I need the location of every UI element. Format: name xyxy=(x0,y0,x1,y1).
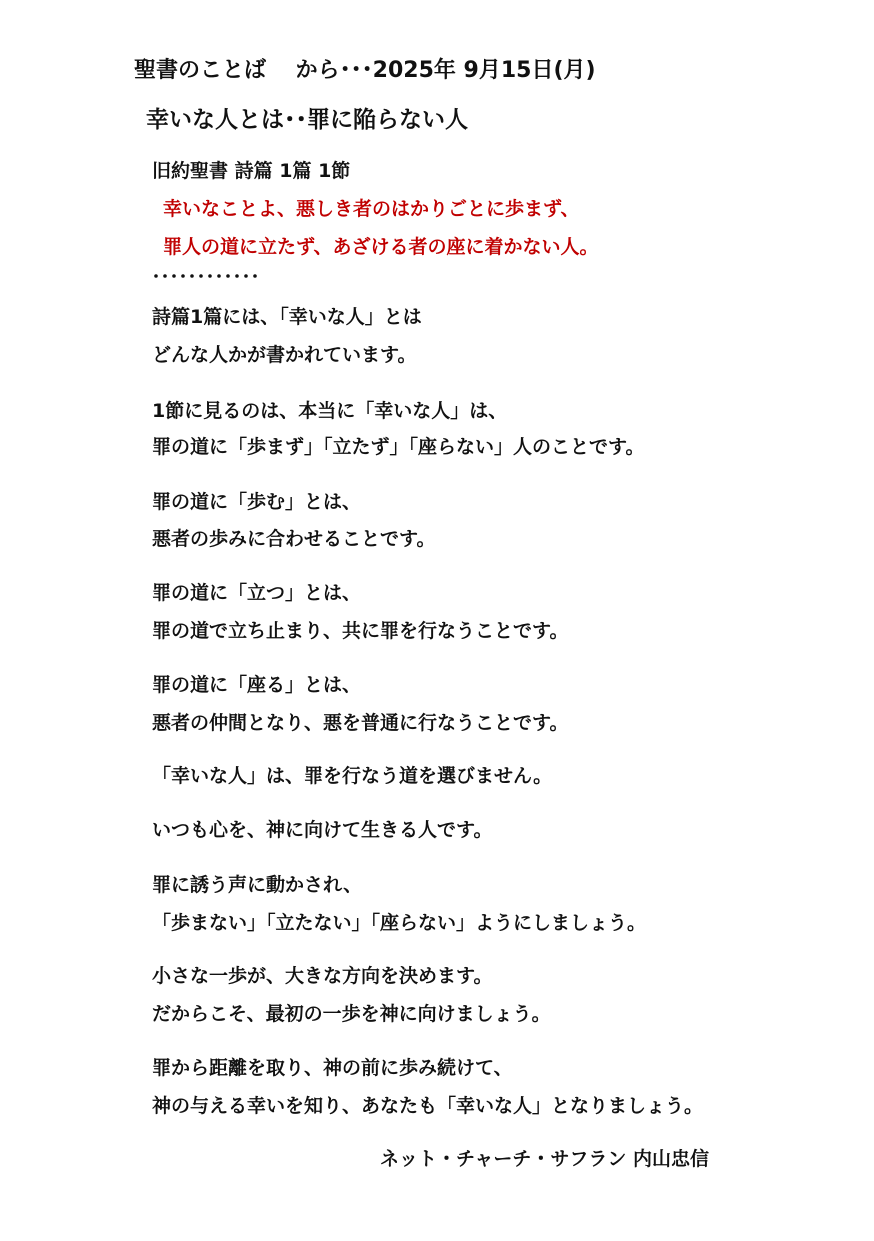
separator-dots: ････････････ xyxy=(152,267,261,286)
signature: ネット・チャーチ・サフラン 内山忠信 xyxy=(380,1148,710,1170)
body-line: 罪の道で立ち止まり、共に罪を行なうことです。 xyxy=(152,620,569,642)
page-header: 聖書のことば から･･･2025年 9月15日(月) xyxy=(134,58,596,83)
body-line: 「歩まない」「立たない」「座らない」ようにしましょう。 xyxy=(152,912,647,934)
page-title: 幸いな人とは･･罪に陥らない人 xyxy=(146,107,468,133)
body-line: 1節に見るのは、本当に「幸いな人」は、 xyxy=(152,400,508,422)
body-line: 神の与える幸いを知り、あなたも「幸いな人」となりましょう。 xyxy=(152,1095,704,1117)
body-line: 罪に誘う声に動かされ、 xyxy=(152,874,363,896)
body-line: 悪者の仲間となり、悪を普通に行なうことです。 xyxy=(152,712,569,734)
body-line: いつも心を、神に向けて生きる人です。 xyxy=(152,819,493,841)
body-line: 小さな一歩が、大きな方向を決めます。 xyxy=(152,965,493,987)
scripture-reference: 旧約聖書 詩篇 1篇 1節 xyxy=(152,160,351,182)
body-line: 罪の道に「歩まず」「立たず」「座らない」人のことです。 xyxy=(152,436,645,458)
body-line: だからこそ、最初の一歩を神に向けましょう。 xyxy=(152,1003,551,1025)
body-line: 罪の道に「座る」とは、 xyxy=(152,674,362,696)
body-line: 悪者の歩みに合わせることです。 xyxy=(152,528,436,550)
verse-line-2: 罪人の道に立たず、あざける者の座に着かない人。 xyxy=(163,236,599,258)
body-line: 詩篇1篇には、「幸いな人」とは xyxy=(152,306,422,328)
body-line: 罪から距離を取り、神の前に歩み続けて、 xyxy=(152,1057,513,1079)
body-line: 罪の道に「立つ」とは、 xyxy=(152,582,362,604)
body-line: 「幸いな人」は、罪を行なう道を選びません。 xyxy=(152,765,553,787)
body-line: どんな人かが書かれています。 xyxy=(152,344,417,366)
body-line: 罪の道に「歩む」とは、 xyxy=(152,491,362,513)
verse-line-1: 幸いなことよ、悪しき者のはかりごとに歩まず、 xyxy=(163,198,580,220)
